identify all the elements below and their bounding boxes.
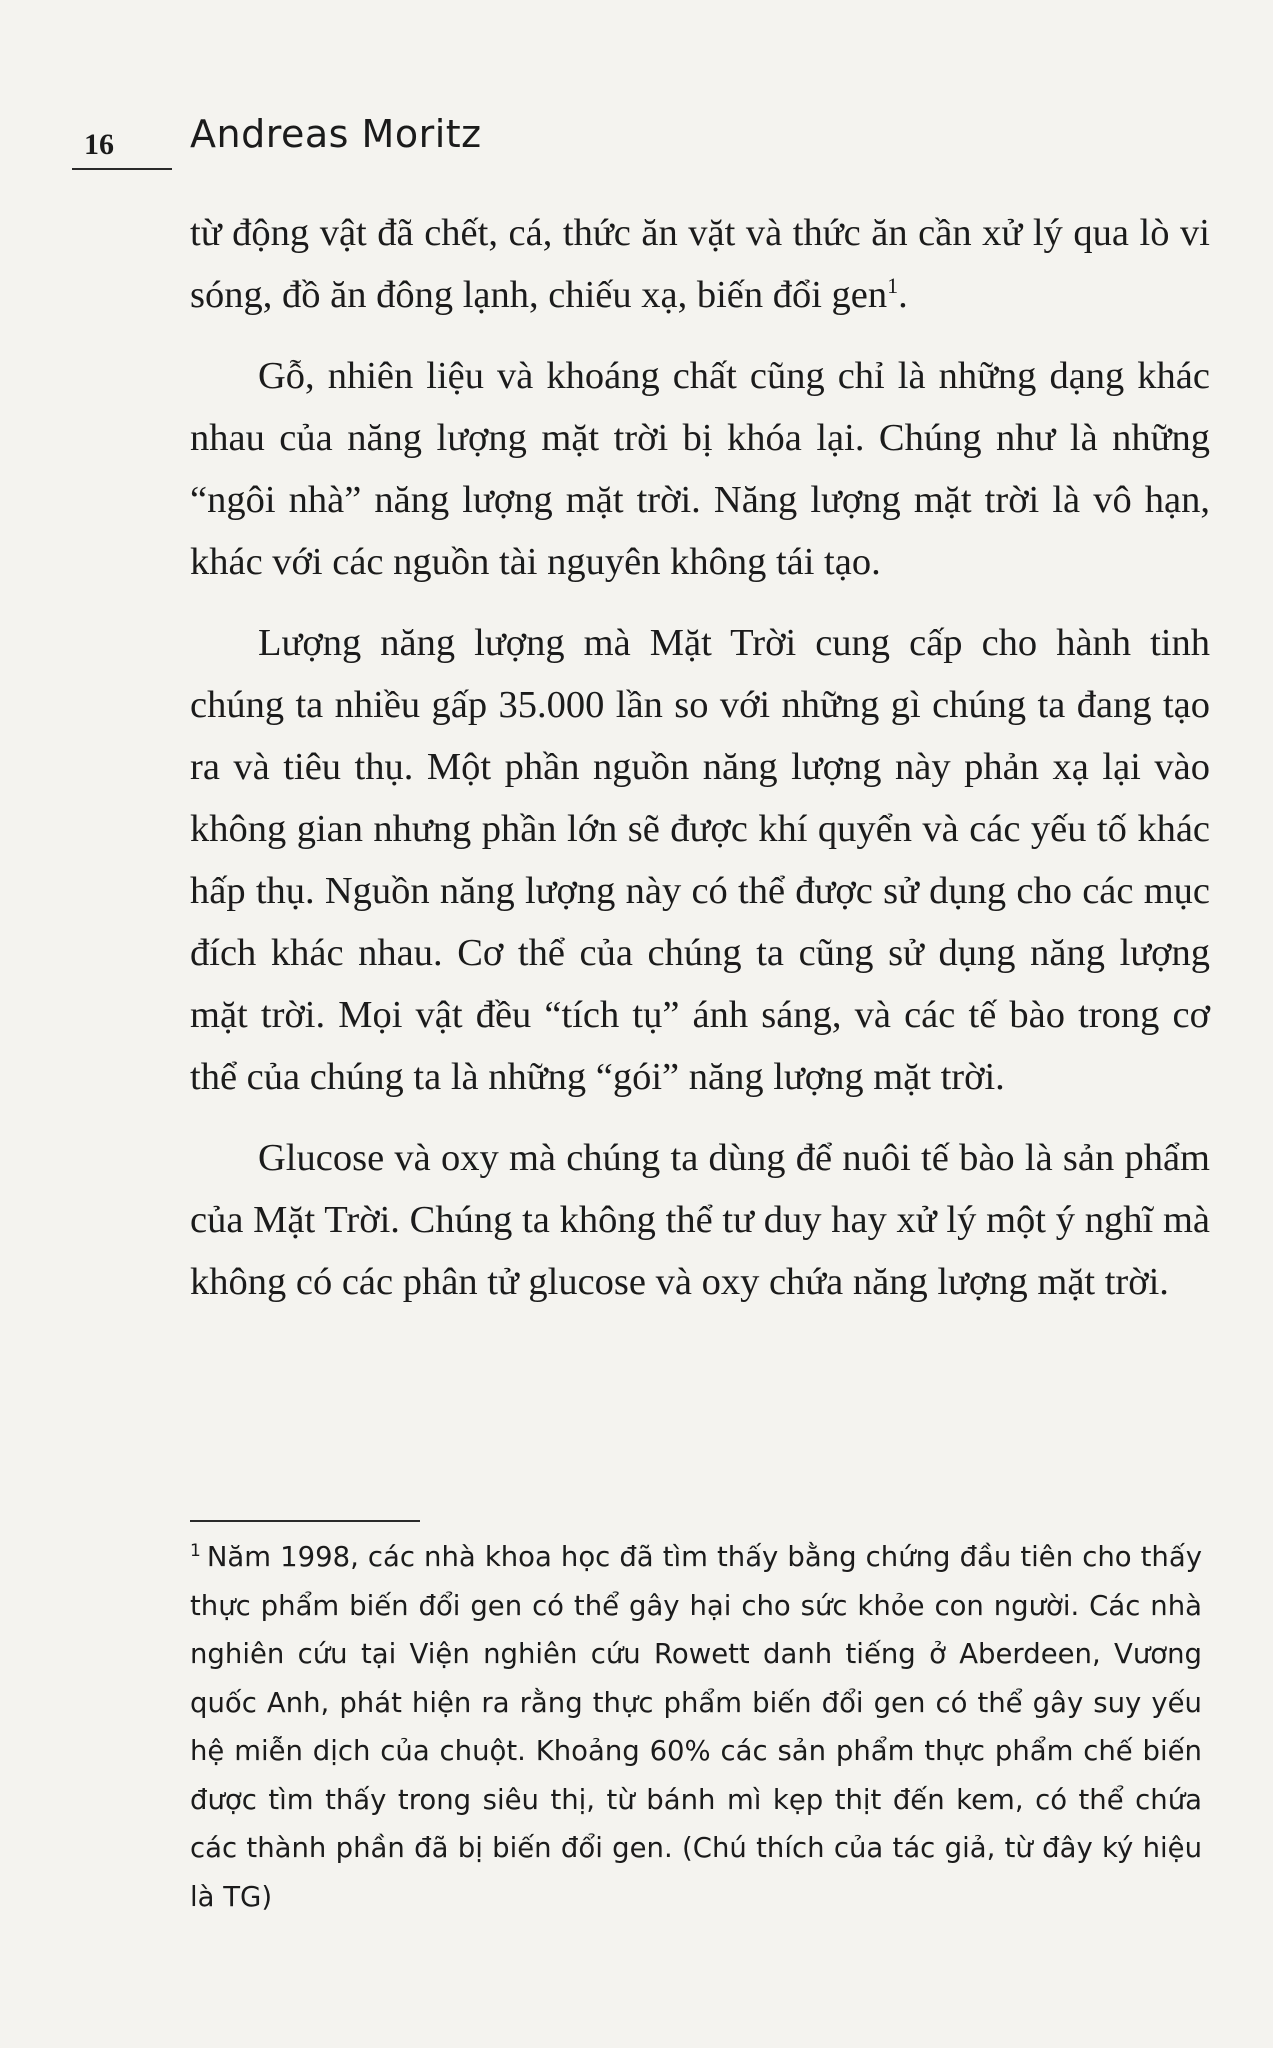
- paragraph-1-end: .: [898, 274, 908, 316]
- paragraph-4: Glucose và oxy mà chúng ta dùng để nuôi tế bào là sản phẩm của Mặt Trời. Chúng ta không thể tư duy hay xử lý một ý nghĩ mà không có các phân tử glucose và oxy chứa năng lượng mặt trời.: [190, 1137, 1210, 1303]
- running-header: [72, 112, 1222, 172]
- paragraph-3: Lượng năng lượng mà Mặt Trời cung cấp cho hành tinh chúng ta nhiều gấp 35.000 lần so với những gì chúng ta đang tạo ra và tiêu thụ. Một phần nguồn năng lượng này phản xạ lại vào không gian nhưng phần lớn sẽ được khí quyển và các yếu tố khác hấp thụ. Nguồn năng lượng này có thể được sử dụng cho các mục đích khác nhau. Cơ thể của chúng ta cũng sử dụng năng lượng mặt trời. Mọi vật đều “tích tụ” ánh sáng, và các tế bào trong cơ thể của chúng ta là những “gói” năng lượng mặt trời.: [190, 622, 1210, 1098]
- running-header-author: Andreas Moritz: [190, 112, 482, 156]
- footnote-rule: [190, 1520, 420, 1522]
- footnote-reference: 1: [887, 273, 899, 299]
- body-text: [190, 202, 1210, 1332]
- footnote-text: Năm 1998, các nhà khoa học đã tìm thấy bằng chứng đầu tiên cho thấy thực phẩm biến đổi gen có thể gây hại cho sức khỏe con người. Các nhà nghiên cứu tại Viện nghiên cứu Rowett danh tiếng ở Aberdeen, Vương quốc Anh, phát hiện ra rằng thực phẩm biến đổi gen có thể gây suy yếu hệ miễn dịch của chuột. Khoảng 60% các sản phẩm thực phẩm chế biến được tìm thấy trong siêu thị, từ bánh mì kẹp thịt đến kem, có thể chứa các thành phần đã bị biến đổi gen. (Chú thích của tác giả, từ đây ký hiệu là TG): [190, 1541, 1202, 1913]
- paragraph-1-text: từ động vật đã chết, cá, thức ăn vặt và thức ăn cần xử lý qua lò vi sóng, đồ ăn đông lạnh, chiếu xạ, biến đổi gen: [190, 212, 1210, 316]
- header-rule: [72, 168, 172, 170]
- paragraph-1: [190, 202, 1210, 326]
- footnote: [190, 1533, 1202, 1921]
- page-number: 16: [84, 128, 114, 161]
- footnote-marker: 1: [190, 1540, 201, 1561]
- paragraph-2: Gỗ, nhiên liệu và khoáng chất cũng chỉ là những dạng khác nhau của năng lượng mặt trời bị khóa lại. Chúng như là những “ngôi nhà” năng lượng mặt trời. Năng lượng mặt trời là vô hạn, khác với các nguồn tài nguyên không tái tạo.: [190, 355, 1210, 583]
